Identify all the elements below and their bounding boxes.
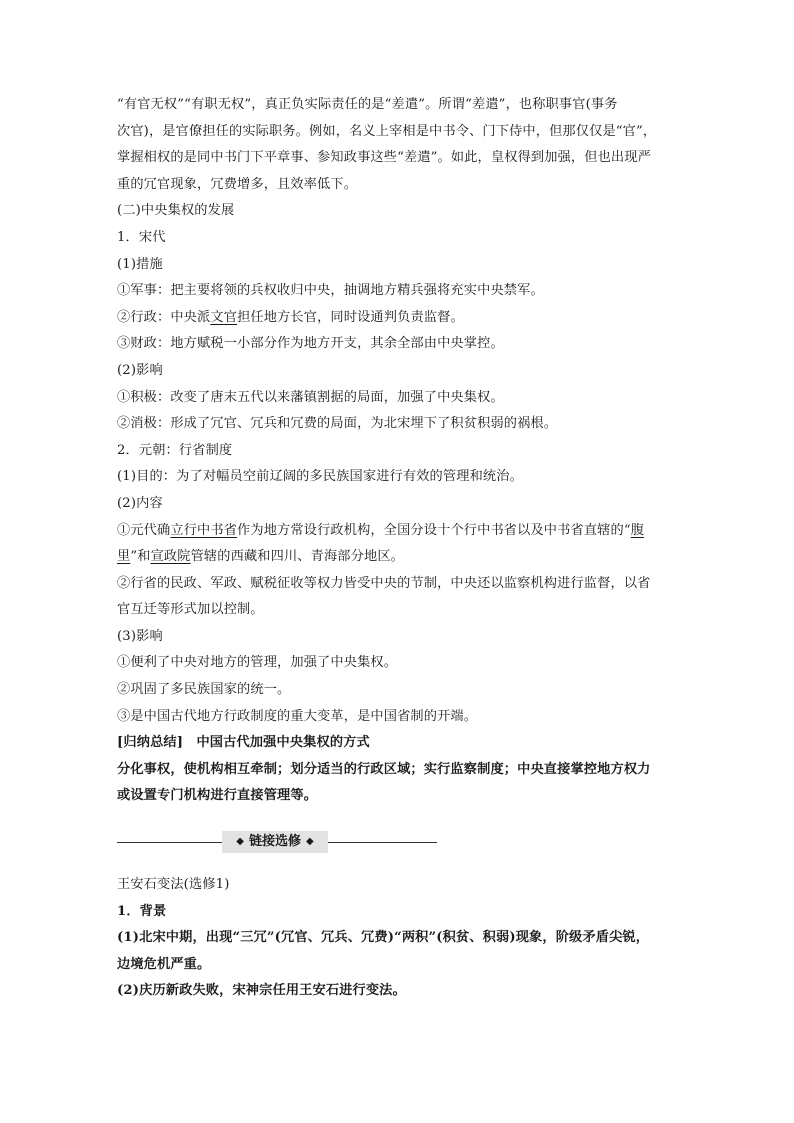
intro-line-3: 掌握相权的是同中书门下平章事、参知政事这些“差遣”。如此，皇权得到加强，但也出现严	[117, 150, 651, 166]
song-title: 1．宋代	[117, 229, 166, 245]
yuan-content-1-line-2	[117, 544, 682, 571]
yuan-content-2-line-2: 官互迁等形式加以控制。	[117, 602, 264, 618]
song-measures-title: (1)措施	[117, 256, 163, 272]
link-section-label-box	[222, 831, 328, 853]
summary-line-2: 或设置专门机构进行直接管理等。	[117, 788, 318, 804]
intro-line-1: “有官无权”“有职无权”，真正负实际责任的是“差遣”。所谓“差遣”，也称职事官(事务	[117, 97, 618, 112]
wang-title: 王安石变法(选修1)	[117, 877, 230, 893]
underlined-term: 腹	[630, 522, 645, 538]
underlined-term: 宣政院	[150, 549, 191, 565]
wang-background-title: 1．背景	[117, 903, 167, 919]
intro-line-2: 次官)，是官僚担任的实际职务。例如，名义上宰相是中书令、门下侍中，但那仅仅是“官”，	[117, 123, 657, 139]
song-measure-admin	[117, 305, 682, 332]
link-section-divider	[117, 830, 437, 856]
text-span: ”和	[130, 549, 151, 565]
song-impact-negative: ②消极：形成了冗官、冗兵和冗费的局面，为北宋埋下了积贫积弱的祸根。	[117, 416, 558, 432]
yuan-content-1-line-1	[117, 518, 682, 545]
underlined-term: 文官	[210, 309, 238, 325]
yuan-impact-1: ①便利了中央对地方的管理，加强了中央集权。	[117, 655, 398, 671]
yuan-impact-3: ③是中国古代地方行政制度的重大变革，是中国省制的开端。	[117, 708, 478, 724]
song-impact-positive: ①积极：改变了唐末五代以来藩镇割据的局面，加强了中央集权。	[117, 389, 504, 405]
link-section-label: 链接选修	[248, 834, 301, 850]
section-title: (二)中央集权的发展	[117, 203, 235, 219]
song-impact-title: (2)影响	[117, 362, 163, 378]
wang-background-1-line-2: 边境危机严重。	[117, 956, 211, 972]
text-span: 作为地方常设行政机构，全国分设十个行中书省以及中书省直辖的“	[237, 522, 631, 538]
text-span: 担任地方长官，同时设通判负责监督。	[237, 309, 464, 325]
yuan-content-2-line-1: ②行省的民政、军政、赋税征收等权力皆受中央的节制，中央还以监察机构进行监督，以省	[117, 575, 651, 591]
song-measure-finance: ③财政：地方赋税一小部分作为地方开支，其余全部由中央掌控。	[117, 336, 504, 352]
yuan-impact-2: ②巩固了多民族国家的统一。	[117, 682, 291, 698]
yuan-purpose: (1)目的：为了对幅员空前辽阔的多民族国家进行有效的管理和统治。	[117, 469, 523, 485]
underlined-term: 立行中书省	[170, 522, 238, 538]
document-page	[117, 92, 682, 1005]
summary-heading: [归纳总结] 中国古代加强中央集权的方式	[117, 735, 370, 751]
underlined-term: 里	[117, 549, 131, 565]
diamond-icon: ◆	[236, 836, 244, 848]
text-span: 管辖的西藏和四川、青海部分地区。	[190, 549, 404, 565]
yuan-impact-title: (3)影响	[117, 628, 163, 644]
diamond-icon: ◆	[306, 836, 314, 848]
song-measure-military: ①军事：把主要将领的兵权收归中央，抽调地方精兵强将充实中央禁军。	[117, 283, 544, 299]
wang-background-1-line-1: (1)北宋中期，出现“三冗”(冗官、冗兵、冗费)“两积”(积贫、积弱)现象，阶级矛盾尖锐，	[117, 930, 650, 946]
text-span: ①元代确	[117, 522, 171, 538]
summary-line-1: 分化事权，使机构相互牵制；划分适当的行政区域；实行监察制度；中央直接掌控地方权力	[117, 761, 651, 777]
text-span: ②行政：中央派	[117, 309, 211, 325]
wang-background-2: (2)庆历新政失败，宋神宗任用王安石进行变法。	[117, 983, 406, 999]
yuan-content-title: (2)内容	[117, 495, 163, 511]
yuan-title: 2．元朝：行省制度	[117, 442, 233, 458]
intro-line-4: 重的冗官现象，冗费增多，且效率低下。	[117, 176, 358, 192]
